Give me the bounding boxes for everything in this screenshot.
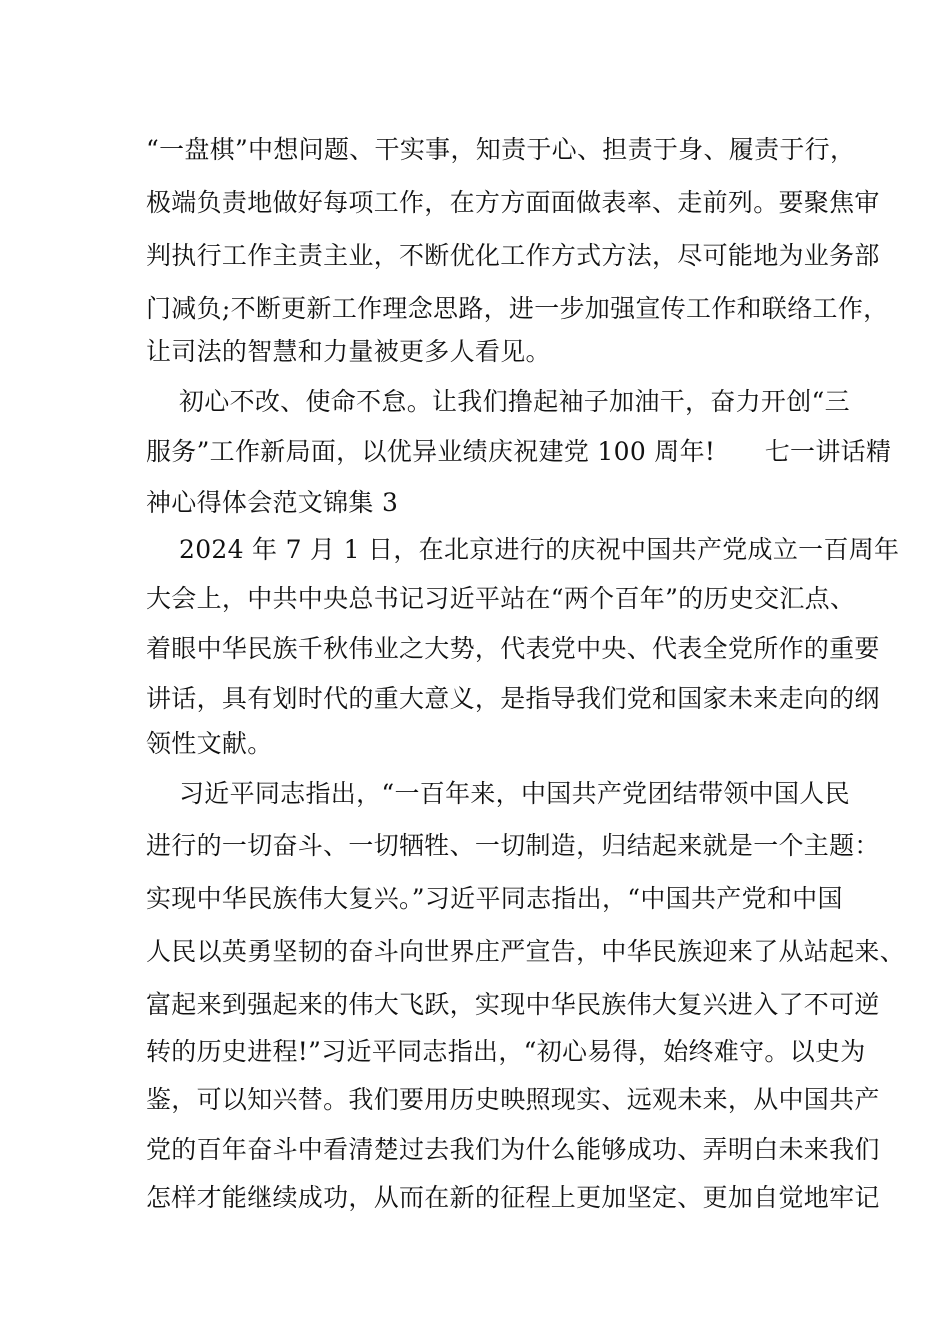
text-line: 党的百年奋斗中看清楚过去我们为什么能够成功、弄明白未来我们 bbox=[146, 1135, 880, 1164]
text-line: 实现中华民族伟大复兴。”习近平同志指出，“中国共产党和中国 bbox=[146, 884, 843, 913]
text-line: 领性文献。 bbox=[146, 729, 273, 758]
text-line: 进行的一切奋斗、一切牺牲、一切制造，归结起来就是一个主题： bbox=[146, 831, 880, 860]
text-line: 服务”工作新局面，以优异业绩庆祝建党 100 周年! 七一讲话精 bbox=[146, 437, 892, 466]
text-line: 鉴，可以知兴替。我们要用历史映照现实、远观未来，从中国共产 bbox=[146, 1085, 880, 1114]
text-line: 转的历史进程!”习近平同志指出，“初心易得，始终难守。以史为 bbox=[146, 1037, 866, 1066]
text-line: 初心不改、使命不怠。让我们撸起袖子加油干，奋力开创“三 bbox=[146, 387, 850, 416]
text-line: 神心得体会范文锦集 3 bbox=[146, 488, 399, 517]
text-line: 大会上，中共中央总书记习近平站在“两个百年”的历史交汇点、 bbox=[146, 584, 856, 613]
text-line: 极端负责地做好每项工作，在方方面面做表率、走前列。要聚焦审 bbox=[146, 188, 880, 217]
text-line: 判执行工作主责主业，不断优化工作方式方法，尽可能地为业务部 bbox=[146, 241, 880, 270]
text-line: 人民以英勇坚韧的奋斗向世界庄严宣告，中华民族迎来了从站起来、 bbox=[146, 937, 906, 966]
text-line: 习近平同志指出，“一百年来，中国共产党团结带领中国人民 bbox=[146, 779, 850, 808]
text-line: 2024 年 7 月 1 日，在北京进行的庆祝中国共产党成立一百周年 bbox=[146, 535, 900, 564]
text-line: 让司法的智慧和力量被更多人看见。 bbox=[146, 337, 551, 366]
text-line: 着眼中华民族千秋伟业之大势，代表党中央、代表全党所作的重要 bbox=[146, 634, 880, 663]
text-line: 门减负;不断更新工作理念思路，进一步加强宣传工作和联络工作， bbox=[146, 294, 889, 323]
text-line: 怎样才能继续成功，从而在新的征程上更加坚定、更加自觉地牢记 bbox=[146, 1183, 880, 1212]
text-line: 富起来到强起来的伟大飞跃，实现中华民族伟大复兴进入了不可逆 bbox=[146, 990, 880, 1019]
text-line: 讲话，具有划时代的重大意义，是指导我们党和国家未来走向的纲 bbox=[146, 684, 880, 713]
text-line: “一盘棋”中想问题、干实事，知责于心、担责于身、履责于行， bbox=[146, 135, 856, 164]
